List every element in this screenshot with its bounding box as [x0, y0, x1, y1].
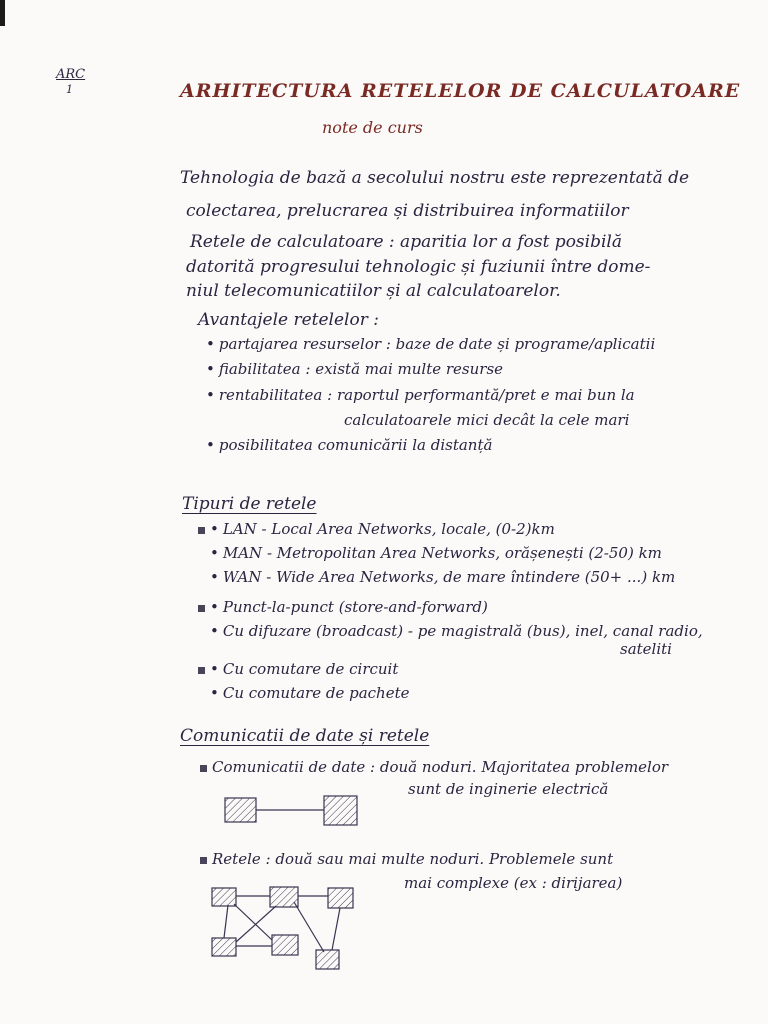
intro-line-1: Tehnologia de bază a secolului nostru este reprezentată de — [180, 168, 690, 188]
mesh-network-diagram — [206, 884, 366, 974]
intro-line-4: datorită progresului tehnologic și fuziunii între dome- — [186, 257, 651, 277]
comm-item-networks — [200, 852, 613, 867]
intro-line-3: Retele de calculatoare : aparitia lor a fost posibilă — [190, 232, 622, 252]
type-item-lan — [198, 522, 555, 537]
type-item-circuit — [198, 662, 398, 677]
comm-item-networks-continuation: mai complexe (ex : dirijarea) — [404, 874, 623, 892]
square-bullet-icon — [198, 667, 205, 674]
intro-line-5: niul telecomunicatiilor și al calculatoarelor. — [186, 281, 561, 301]
link-line — [224, 905, 228, 938]
intro-line-2: colectarea, prelucrarea și distribuirea informatiilor — [186, 201, 629, 221]
page-code: ARC — [56, 67, 86, 82]
type-label: • Punct-la-punct (store-and-forward) — [210, 598, 488, 616]
advantages-heading: Avantajele retelelor : — [198, 310, 379, 330]
type-label: • Cu comutare de circuit — [210, 660, 398, 678]
type-item-broadcast-continuation: sateliti — [620, 640, 672, 658]
page-index: 1 — [66, 83, 73, 96]
type-item-man: • MAN - Metropolitan Area Networks, orășenești (2-50) km — [210, 546, 662, 561]
network-node — [316, 950, 339, 969]
comm-label: Comunicatii de date : două noduri. Majoritatea problemelor — [212, 758, 669, 776]
comm-heading: Comunicatii de date și retele — [180, 726, 430, 746]
link-line — [234, 904, 272, 940]
link-line — [332, 908, 340, 950]
square-bullet-icon — [200, 857, 207, 864]
advantage-item: • rentabilitatea : raportul performantă/pret e mai bun la — [206, 388, 635, 403]
square-bullet-icon — [198, 527, 205, 534]
network-node — [324, 796, 357, 825]
network-node — [212, 888, 236, 906]
network-node — [225, 798, 256, 822]
network-node — [272, 935, 298, 955]
page-subtitle: note de curs — [322, 118, 423, 137]
page-number — [56, 68, 85, 95]
comm-label: Retele : două sau mai multe noduri. Problemele sunt — [212, 850, 614, 868]
type-item-wan: • WAN - Wide Area Networks, de mare întindere (50+ ...) km — [210, 570, 675, 585]
two-node-diagram — [220, 792, 365, 832]
page-edge-mark — [0, 0, 5, 26]
advantage-item: • posibilitatea comunicării la distanță — [206, 438, 492, 453]
network-node — [212, 938, 236, 956]
advantage-item: • fiabilitatea : există mai multe resurse — [206, 362, 503, 377]
type-item-broadcast: • Cu difuzare (broadcast) - pe magistrală (bus), inel, canal radio, — [210, 624, 703, 639]
comm-item-data — [200, 760, 668, 775]
network-node — [270, 887, 298, 907]
square-bullet-icon — [198, 605, 205, 612]
type-label: • LAN - Local Area Networks, locale, (0-2)km — [210, 520, 555, 538]
square-bullet-icon — [200, 765, 207, 772]
type-item-packet: • Cu comutare de pachete — [210, 686, 410, 701]
page-title: ARHITECTURA RETELELOR DE CALCULATOARE — [180, 80, 741, 102]
comm-item-data-continuation: sunt de inginerie electrică — [408, 780, 609, 798]
network-node — [328, 888, 353, 908]
advantage-item-continuation: calculatoarele mici decât la cele mari — [344, 411, 630, 429]
types-heading: Tipuri de retele — [182, 494, 317, 514]
advantage-item: • partajarea resurselor : baze de date și programe/aplicatii — [206, 337, 655, 352]
type-item-point-to-point — [198, 600, 488, 615]
